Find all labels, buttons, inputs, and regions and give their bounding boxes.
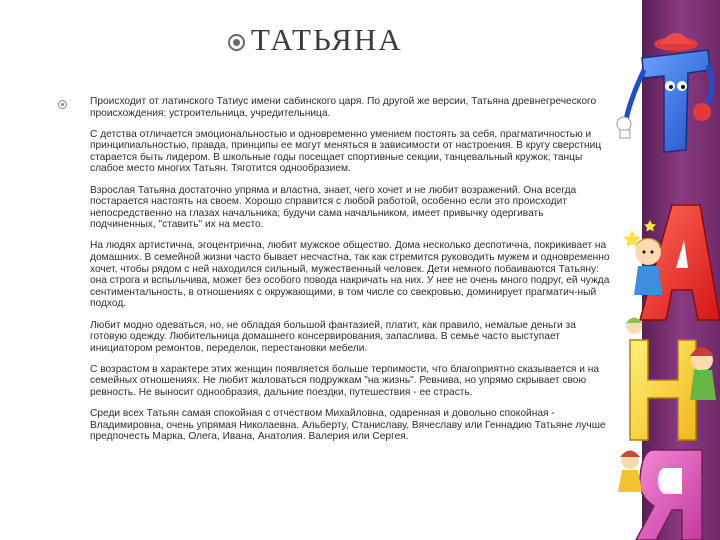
paragraph-social: На людях артистична, эгоцентрична, любит мужское общество. Дома несколько деспотична, покрикивает на домашних. В семейной жизни часто бывает несчастна, так как стремится руководить мужем и одновременно хочет, чтобы рядом с ней находился сильный, мужественный человек. Дети немного побаиваются Татьяну: она строга и вспыльчива, может без особого повода накричать на них. У нее не очень много подруг, ей чужда сентиментальность, в отношениях с окружающими, в том числе со свекровью, доминирует прагматич-ный подход.	[90, 240, 610, 310]
paragraph-origin: Происходит от латинского Татиус имени сабинского царя. По другой же версии, Татьяна древнегреческого происхождения: устроительница, учредительница.	[90, 96, 597, 119]
paragraph-patronymic: Среди всех Татьян самая спокойная с отчеством Михайловна, одаренная и довольно спокойная - Владимировна, очень упрямая Николаевна. Альберту, Станиславу, Вячеславу или Геннадию Татьяне лучше предпочесть Марка, Олега, Ивана, Анатолия. Валерия или Сергея.	[90, 408, 606, 443]
paragraph-age: С возрастом в характере этих женщин появляется больше терпимости, что благоприятно сказывается и на семейных отношениях. Не любит жаловаться подружкам "на жизнь". Ревнива, но упрямо скрывает свою ревность. Не выносит однообразия, дальние поездки, путешествия - ее страсть.	[90, 363, 600, 398]
letter-n-icon	[626, 318, 716, 441]
title-row	[228, 18, 403, 62]
body-text	[58, 96, 610, 452]
paragraph-list	[90, 96, 610, 443]
letter-a-icon	[623, 205, 720, 320]
page-title: ТАТЬЯНА	[251, 22, 403, 57]
paragraph-habits: Любит модно одеваться, но, не обладая большой фантазией, платит, как правило, немалые деньги за готовую одежду. Любительница домашнего консервирования, запаслива. В семье часто выступает инициатором ремонтов, переделок, перестановки мебели.	[90, 319, 576, 354]
title-bullet-icon	[228, 34, 245, 51]
letter-t-icon	[617, 33, 712, 152]
letters-decoration	[590, 20, 720, 540]
letter-ya-icon	[618, 450, 702, 540]
paragraph-childhood: С детства отличается эмоциональностью и одновременно умением постоять за себя, прагматичностью и принципиальностью, правда, принципы ее могут меняться в зависимости от настроения. В кругу сверстниц старается быть лидером. В школьные годы посещает спортивные секции, танцевальный кружок; танцы слабое место многих Татьян. Тяготится однообразием.	[90, 128, 602, 175]
bullet-icon	[58, 100, 67, 109]
paragraph-adult: Взрослая Татьяна достаточно упряма и властна, знает, чего хочет и не любит возражений. Она всегда постарается настоять на своем. Хорошо справится с любой работой, особенно если это происходит непосредственно на глазах начальника; будучи сама начальником, имеет привычку одергивать подчиненных, "ставить" их на место.	[90, 184, 577, 231]
